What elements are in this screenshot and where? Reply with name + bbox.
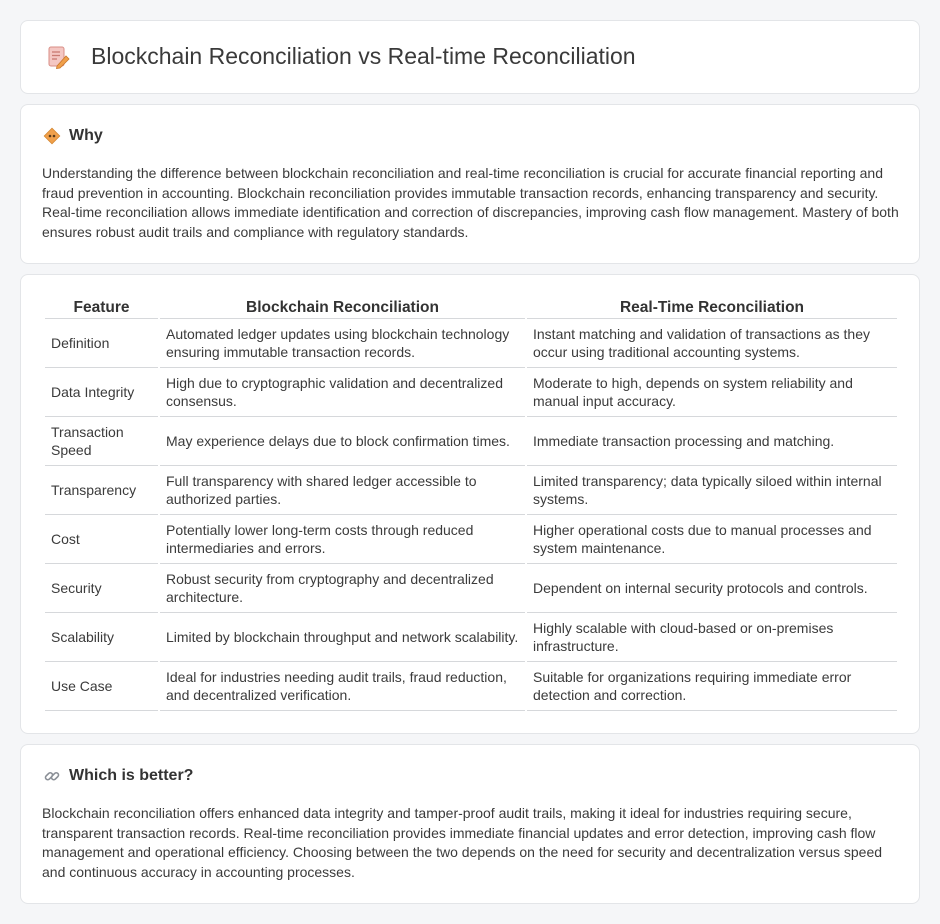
- blockchain-cell: May experience delays due to block confirmation times.: [160, 417, 525, 466]
- better-paragraph: Blockchain reconciliation offers enhanced data integrity and tamper-proof audit trails, making it ideal for industries requiring secure, transparent transaction records. Real-time reconciliation provides immediate financial updates and error detection, improving cash flow management and operational efficiency. Choosing between the two depends on the need for security and decentralization versus speed and continuous accuracy in accounting processes.: [42, 805, 883, 880]
- feature-cell: Security: [45, 564, 158, 613]
- why-card: [20, 104, 920, 264]
- title-card: [20, 20, 920, 94]
- feature-cell: Definition: [45, 319, 158, 368]
- feature-cell: Cost: [45, 515, 158, 564]
- table-header-row: [45, 297, 897, 319]
- page-title: Blockchain Reconciliation vs Real-time Reconciliation: [91, 43, 636, 69]
- feature-cell: Data Integrity: [45, 368, 158, 417]
- table-row: [45, 417, 897, 466]
- which-better-card: [20, 744, 920, 904]
- feature-cell: Transaction Speed: [45, 417, 158, 466]
- table-row: [45, 368, 897, 417]
- blockchain-cell: High due to cryptographic validation and decentralized consensus.: [160, 368, 525, 417]
- feature-cell: Scalability: [45, 613, 158, 662]
- table-row: [45, 319, 897, 368]
- comparison-card: [20, 274, 920, 734]
- blockchain-cell: Automated ledger updates using blockchain technology ensuring immutable transaction records.: [160, 319, 525, 368]
- blockchain-cell: Limited by blockchain throughput and network scalability.: [160, 613, 525, 662]
- realtime-cell: Immediate transaction processing and matching.: [527, 417, 897, 466]
- realtime-cell: Higher operational costs due to manual processes and system maintenance.: [527, 515, 897, 564]
- blockchain-cell: Full transparency with shared ledger accessible to authorized parties.: [160, 466, 525, 515]
- diamond-sign-icon: [43, 127, 61, 145]
- realtime-cell: Dependent on internal security protocols and controls.: [527, 564, 897, 613]
- realtime-cell: Suitable for organizations requiring immediate error detection and correction.: [527, 662, 897, 711]
- header-feature: Feature: [45, 297, 158, 319]
- better-heading: Which is better?: [69, 767, 194, 784]
- header-realtime: Real-Time Reconciliation: [527, 297, 897, 319]
- header-blockchain: Blockchain Reconciliation: [160, 297, 525, 319]
- better-heading-row: [43, 767, 193, 785]
- table-row: [45, 564, 897, 613]
- feature-cell: Transparency: [45, 466, 158, 515]
- comparison-table: [43, 297, 899, 711]
- document-edit-icon: [45, 44, 71, 70]
- feature-cell: Use Case: [45, 662, 158, 711]
- realtime-cell: Limited transparency; data typically siloed within internal systems.: [527, 466, 897, 515]
- why-paragraph: Understanding the difference between blockchain reconciliation and real-time reconciliation is crucial for accurate financial reporting and fraud prevention in accounting. Blockchain reconciliation provides immutable transaction records, enhancing transparency and security. Real-time reconciliation allows immediate identification and correction of discrepancies, improving cash flow management. Mastery of both ensures robust audit trails and compliance with regulatory standards.: [42, 165, 899, 240]
- realtime-cell: Highly scalable with cloud-based or on-premises infrastructure.: [527, 613, 897, 662]
- blockchain-cell: Robust security from cryptography and decentralized architecture.: [160, 564, 525, 613]
- link-icon: [43, 767, 61, 785]
- table-row: [45, 515, 897, 564]
- table-row: [45, 662, 897, 711]
- why-heading: Why: [69, 127, 103, 144]
- table-row: [45, 466, 897, 515]
- title-row: [45, 43, 636, 70]
- why-heading-row: [43, 127, 103, 145]
- realtime-cell: Instant matching and validation of transactions as they occur using traditional accounting systems.: [527, 319, 897, 368]
- table-row: [45, 613, 897, 662]
- realtime-cell: Moderate to high, depends on system reliability and manual input accuracy.: [527, 368, 897, 417]
- blockchain-cell: Ideal for industries needing audit trails, fraud reduction, and decentralized verification.: [160, 662, 525, 711]
- blockchain-cell: Potentially lower long-term costs through reduced intermediaries and errors.: [160, 515, 525, 564]
